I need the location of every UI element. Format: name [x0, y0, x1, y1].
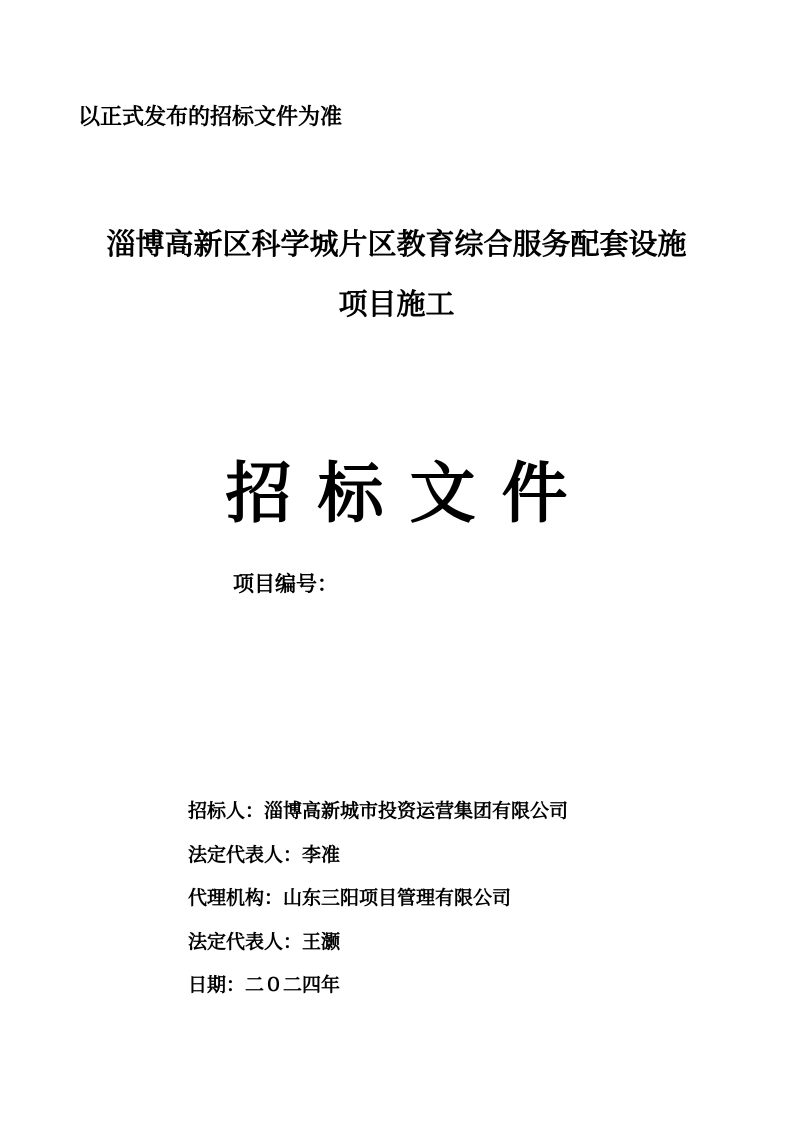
tenderer-legal-rep-label: 法定代表人： [188, 843, 303, 866]
issuer-info-list [188, 796, 568, 1014]
official-version-notice: 以正式发布的招标文件为准 [78, 104, 343, 130]
date-row [188, 970, 568, 1014]
tenderer-legal-rep-row [188, 840, 568, 884]
project-title-line-1: 淄博高新区科学城片区教育综合服务配套设施 [106, 227, 687, 261]
project-number-label: 项目编号： [233, 571, 338, 596]
agency-value: 山东三阳项目管理有限公司 [283, 887, 512, 909]
agency-legal-rep-value: 王灏 [302, 930, 341, 953]
tenderer-label: 招标人： [188, 800, 265, 822]
agency-legal-rep-row [188, 927, 568, 971]
date-value: 二０二四年 [245, 974, 341, 996]
tenderer-legal-rep-value: 李准 [302, 843, 341, 866]
agency-legal-rep-label: 法定代表人： [188, 930, 303, 953]
tenderer-row [188, 796, 568, 840]
project-title-line-2: 项目施工 [338, 287, 455, 321]
tenderer-value: 淄博高新城市投资运营集团有限公司 [264, 800, 569, 822]
date-label: 日期： [188, 974, 246, 996]
agency-label: 代理机构： [188, 887, 284, 909]
document-type-heading: 招标文件 [225, 454, 594, 532]
agency-row [188, 883, 568, 927]
